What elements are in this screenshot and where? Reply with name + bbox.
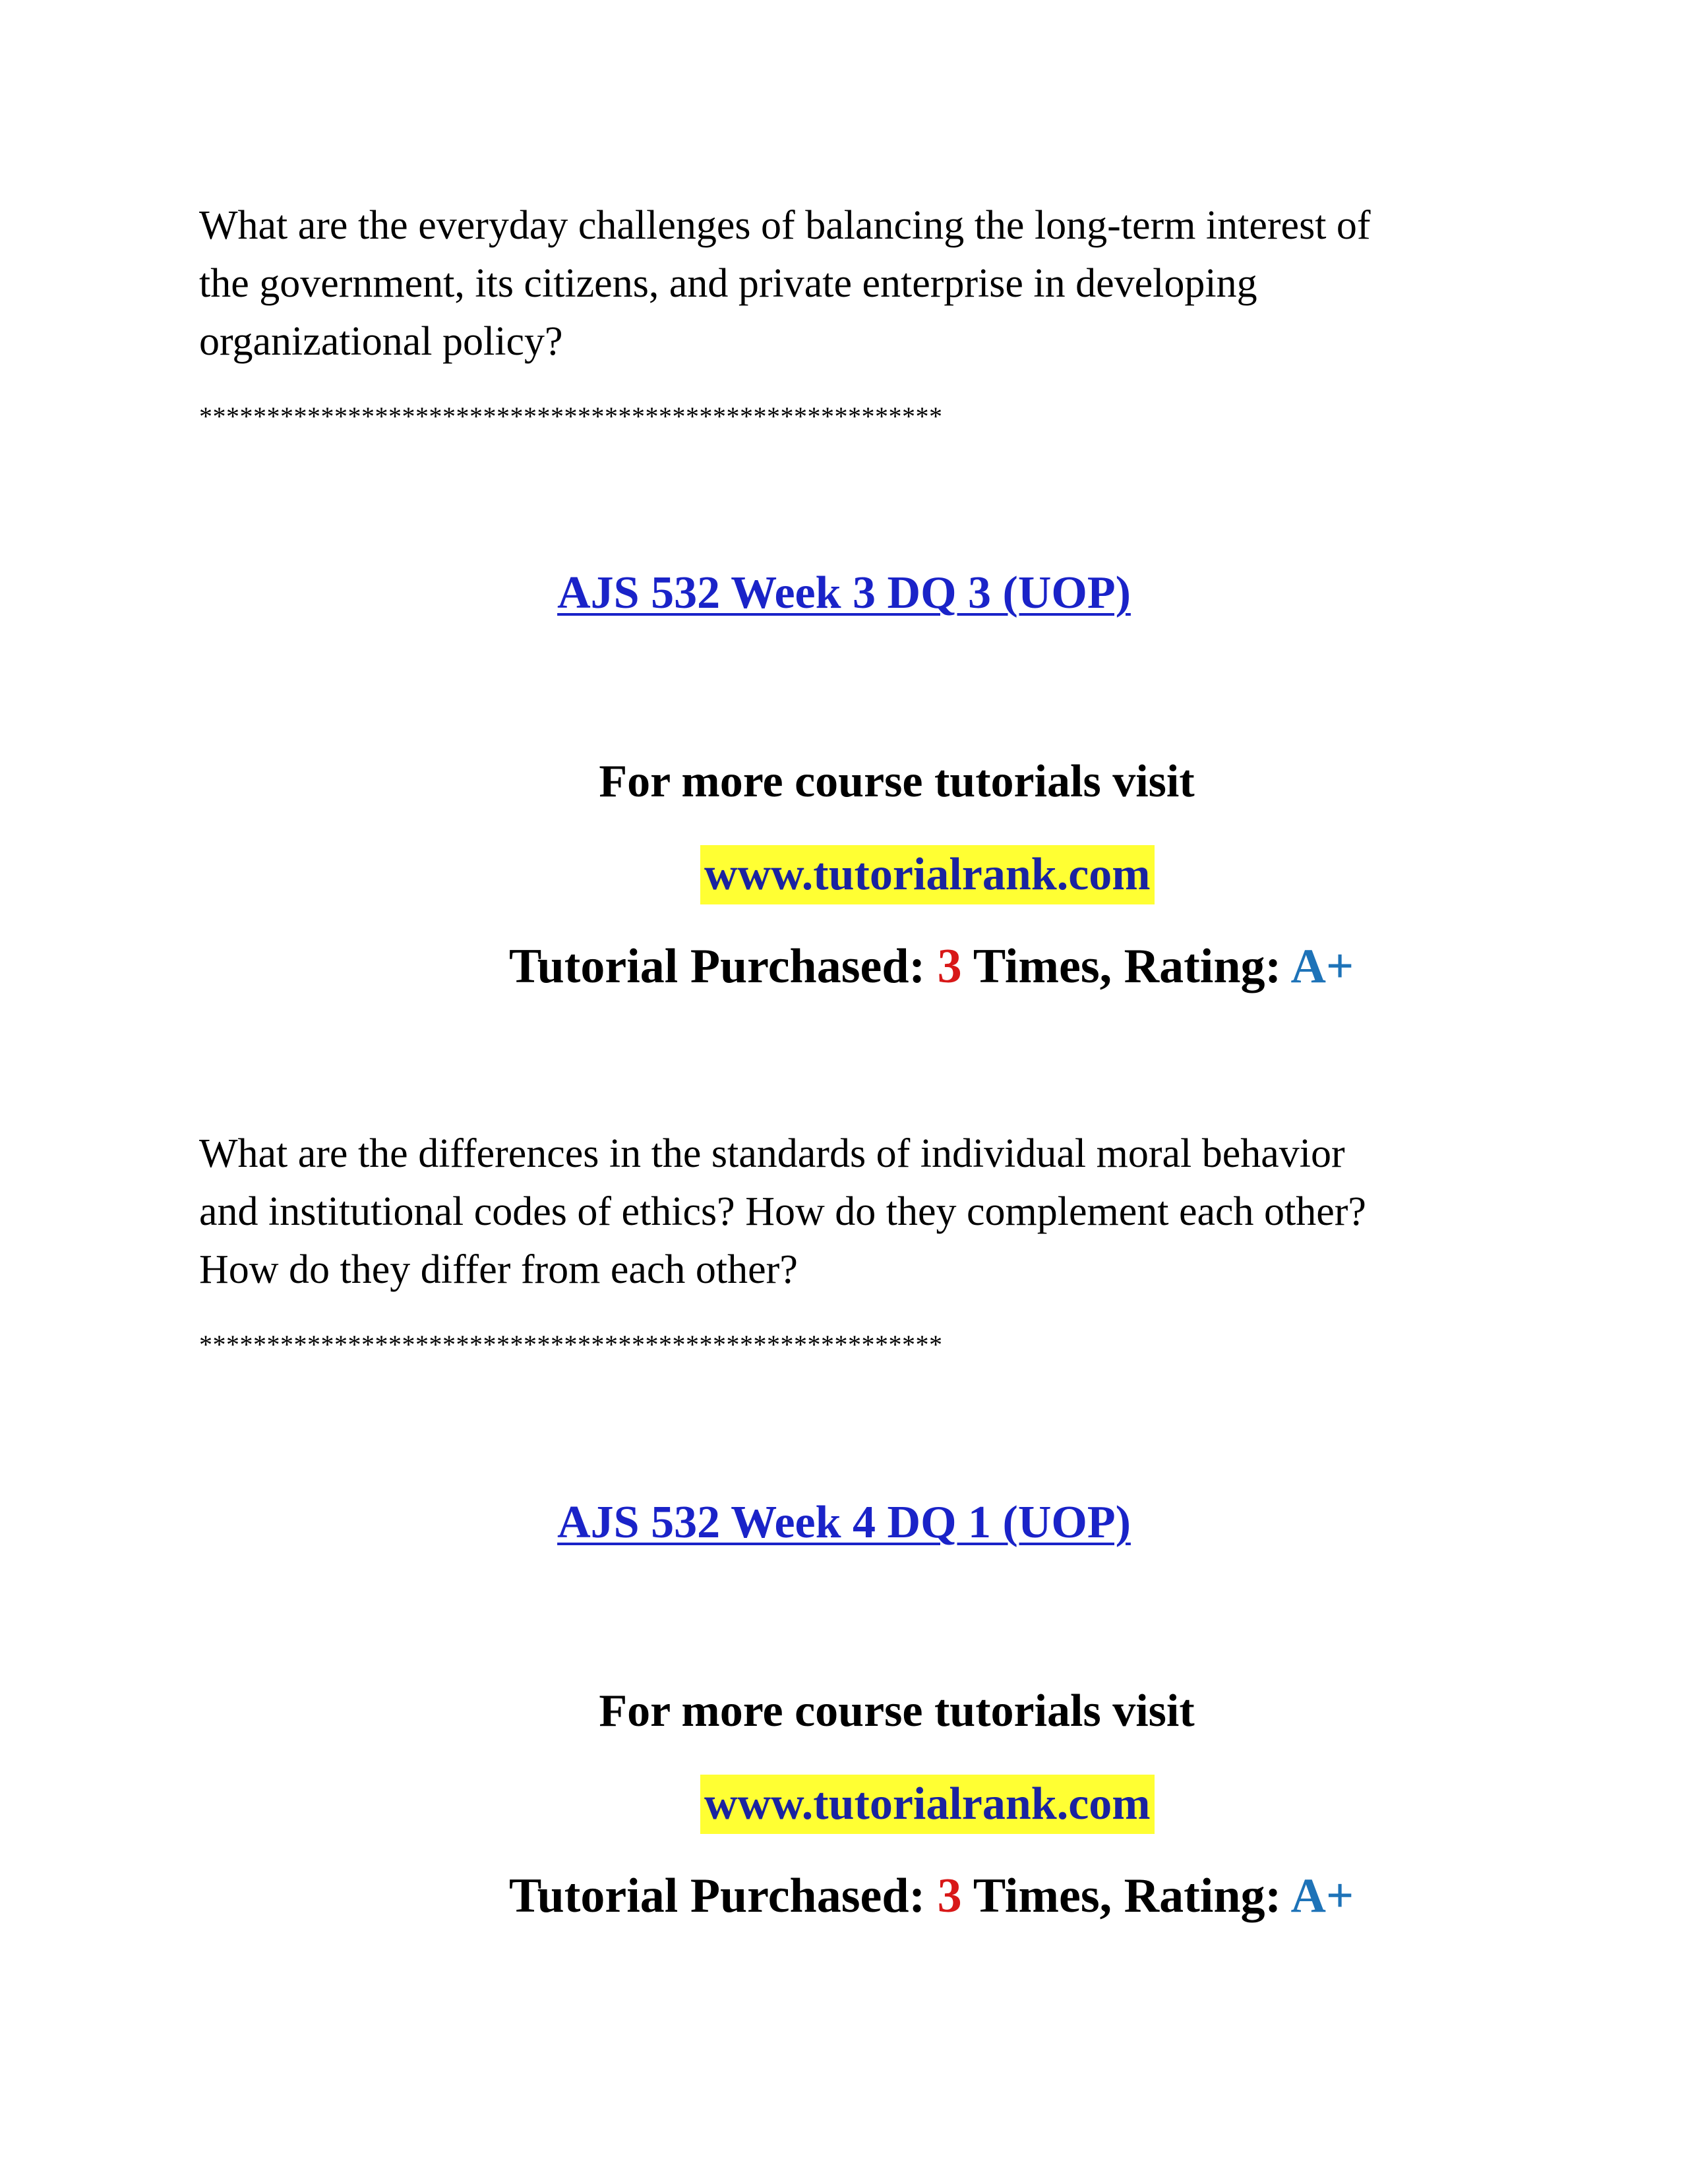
separator: ******************************************************* <box>199 401 943 431</box>
times-rating-label: Times, Rating: <box>973 1869 1282 1923</box>
tutorial-url-link[interactable]: www.tutorialrank.com <box>700 1775 1155 1834</box>
separator: ******************************************************* <box>199 1330 943 1359</box>
purchased-label: Tutorial Purchased: <box>509 1869 926 1923</box>
purchased-count: 3 <box>937 1869 962 1923</box>
course-title-link[interactable]: AJS 532 Week 3 DQ 3 (UOP) <box>557 568 1131 618</box>
question-text: What are the everyday challenges of balancing the long-term interest of the government, its citizens, and private enterprise in developing organizational policy? <box>199 203 1371 364</box>
section-title-row <box>0 1496 1688 1549</box>
visit-text: For more course tutorials visit <box>599 756 1195 807</box>
visit-text: For more course tutorials visit <box>599 1686 1195 1736</box>
rating-value: A+ <box>1290 1869 1354 1923</box>
tutorial-url-link[interactable]: www.tutorialrank.com <box>700 845 1155 904</box>
section-title-row <box>0 567 1688 620</box>
times-rating-label: Times, Rating: <box>973 939 1282 993</box>
purchased-count: 3 <box>937 939 962 993</box>
rating-value: A+ <box>1290 939 1354 993</box>
question-text: What are the differences in the standards of individual moral behavior and institutional codes of ethics? How do they complement each other? How do they differ from each other? <box>199 1131 1366 1292</box>
purchase-info <box>509 939 1354 995</box>
course-title-link[interactable]: AJS 532 Week 4 DQ 1 (UOP) <box>557 1497 1131 1548</box>
purchase-info <box>509 1868 1354 1924</box>
purchased-label: Tutorial Purchased: <box>509 939 926 993</box>
